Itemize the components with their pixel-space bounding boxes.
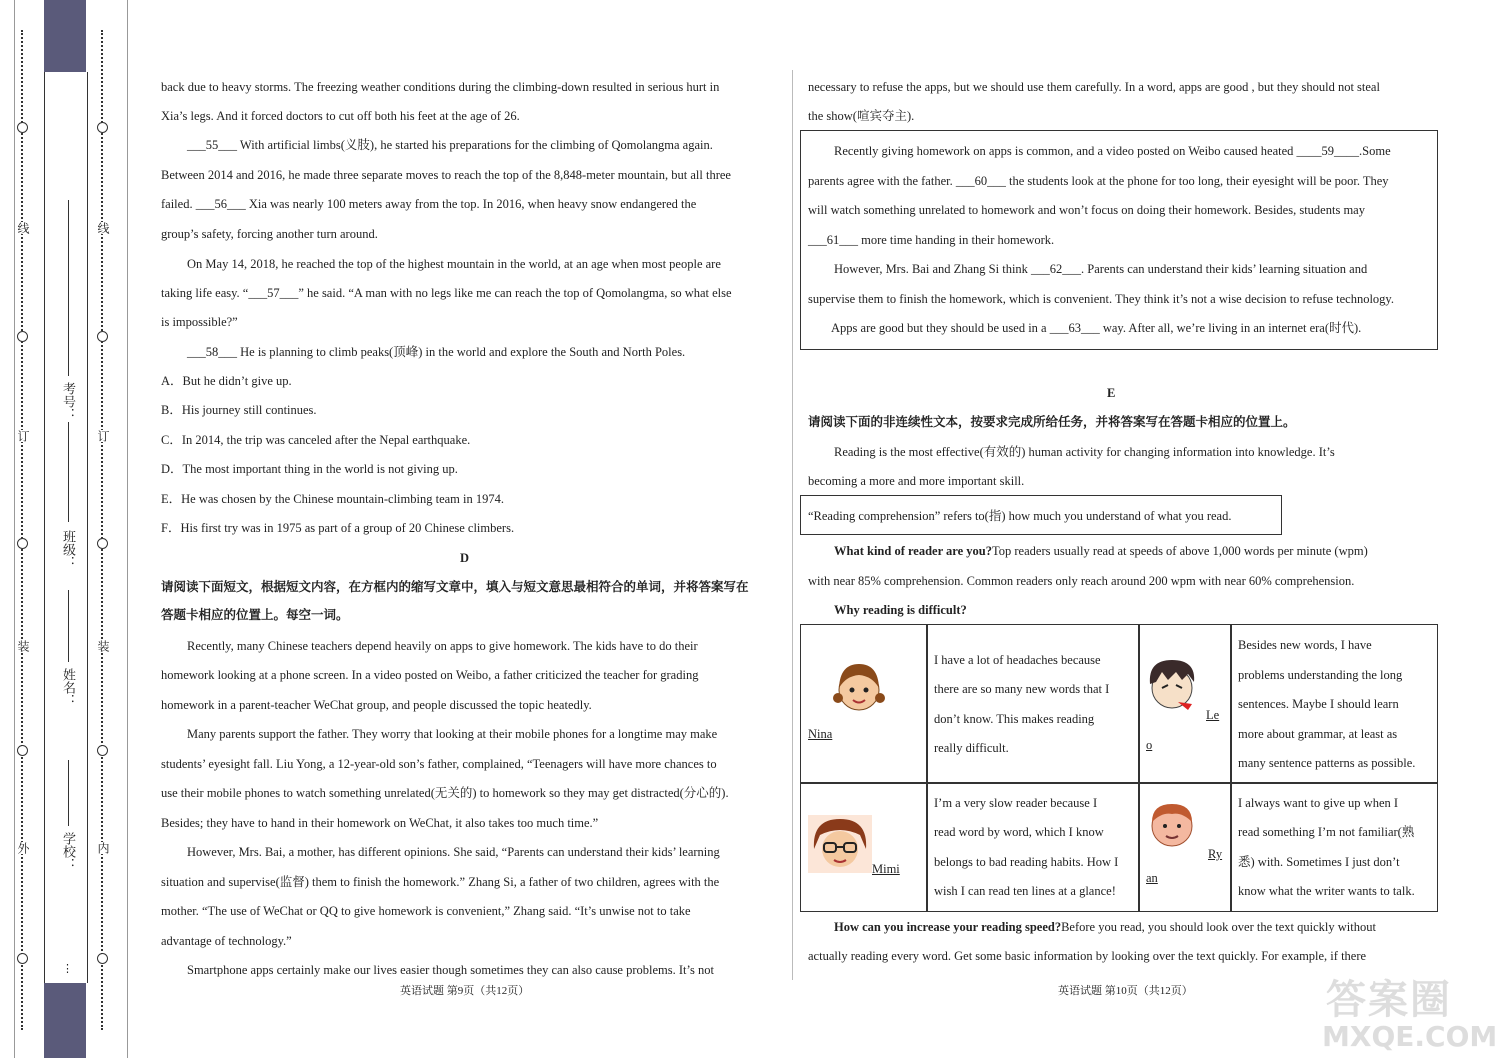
table-text: don’t know. This makes reading bbox=[934, 712, 1095, 726]
text-line: back due to heavy storms. The freezing weather conditions during the climbing-down resulted in serious hurt in bbox=[161, 80, 720, 94]
table-text: I’m a very slow reader because I bbox=[934, 796, 1098, 810]
text-line: the show(喧宾夺主). bbox=[808, 109, 915, 123]
text-line: necessary to refuse the apps, but we should use them carefully. In a word, apps are good , but they should not steal bbox=[808, 80, 1380, 94]
class-field-line[interactable] bbox=[68, 422, 69, 522]
binding-hole bbox=[17, 331, 28, 342]
nina-name: Nina bbox=[808, 727, 833, 741]
instructions-e: 请阅读下面的非连续性文本，按要求完成所给任务，并将答案写在答题卡相应的位置上。 bbox=[808, 414, 1296, 429]
nina-avatar bbox=[832, 658, 886, 718]
table-text: know what the writer wants to talk. bbox=[1238, 884, 1415, 898]
question-heading: Why reading is difficult? bbox=[834, 603, 967, 617]
leo-name: Le bbox=[1206, 708, 1220, 722]
text-line: Xia’s legs. And it forced doctors to cut off both his feet at the age of 26. bbox=[161, 109, 520, 123]
text-line: advantage of technology.” bbox=[161, 934, 292, 948]
name-field-label: 姓名： bbox=[61, 668, 76, 707]
text-line: use their mobile phones to watch something unrelated(无关的) to homework so they may get distracted(分心的). bbox=[161, 786, 729, 800]
text-line: Between 2014 and 2016, he made three separate moves to reach the top of the 8,848-meter mountain, but all three bbox=[161, 168, 731, 182]
table-text: there are so many new words that I bbox=[934, 682, 1110, 696]
page-footer-left: 英语试题 第9页（共12页） bbox=[400, 985, 530, 997]
text-line: is impossible?” bbox=[161, 315, 238, 329]
binding-mark: 装 bbox=[96, 640, 110, 652]
ryan-name: Ry bbox=[1208, 847, 1223, 861]
exam-number-label: 考号： bbox=[61, 382, 76, 421]
text-line: homework in a parent-teacher WeChat group, and people discussed the topic heatedly. bbox=[161, 698, 592, 712]
table-text: Besides new words, I have bbox=[1238, 638, 1372, 652]
binding-mark: 订 bbox=[96, 430, 110, 442]
binding-band-bottom bbox=[44, 983, 86, 1058]
name-field-line[interactable] bbox=[68, 590, 69, 662]
mimi-avatar bbox=[808, 815, 872, 873]
binding-mark: 线 bbox=[96, 222, 110, 234]
text-line: Smartphone apps certainly make our lives easier though sometimes they can also cause problems. It’s not bbox=[187, 963, 714, 977]
binding-mark: 订 bbox=[16, 430, 30, 442]
binding-hole bbox=[97, 745, 108, 756]
text-line: Top readers usually read at speeds of above 1,000 words per minute (wpm) bbox=[992, 544, 1368, 558]
option-c: C．In 2014, the trip was canceled after the Nepal earthquake. bbox=[161, 433, 471, 447]
outer-dotted-line bbox=[21, 30, 23, 1030]
binding-hole bbox=[97, 538, 108, 549]
text-line: Before you read, you should look over the text quickly without bbox=[1061, 920, 1376, 934]
binding-mark: 内 bbox=[96, 842, 110, 854]
binding-hole bbox=[17, 538, 28, 549]
table-text: I always want to give up when I bbox=[1238, 796, 1399, 810]
table-text: read word by word, which I know bbox=[934, 825, 1104, 839]
summary-line: However, Mrs. Bai and Zhang Si think ___62___. Parents can understand their kids’ learning situation and bbox=[834, 262, 1368, 276]
question-heading: What kind of reader are you? bbox=[834, 544, 992, 558]
binding-hole bbox=[17, 122, 28, 133]
mimi-name: Mimi bbox=[872, 862, 900, 876]
binding-mark: 装 bbox=[16, 640, 30, 652]
binding-band-top bbox=[44, 0, 86, 72]
binding-mark: 外 bbox=[16, 842, 30, 854]
binding-hole bbox=[97, 331, 108, 342]
summary-line: Recently giving homework on apps is common, and a video posted on Weibo caused heated ____59____.Some bbox=[834, 144, 1391, 158]
leo-name: o bbox=[1146, 738, 1153, 752]
table-text: 悉) with. Sometimes I just don’t bbox=[1238, 855, 1400, 869]
text-line: On May 14, 2018, he reached the top of the highest mountain in the world, at an age when most people are bbox=[187, 257, 721, 271]
school-field-line[interactable] bbox=[68, 760, 69, 826]
option-b: B．His journey still continues. bbox=[161, 403, 317, 417]
binding-mark: 线 bbox=[16, 222, 30, 234]
table-cell-nina-text bbox=[926, 624, 1140, 784]
text-line: students’ eyesight fall. Liu Yong, a 12-year-old son’s father, complained, “Teenagers will have more chances to bbox=[161, 757, 717, 771]
definition-text: “Reading comprehension” refers to(指) how much you understand of what you read. bbox=[808, 509, 1232, 523]
table-text: wish I can read ten lines at a glance! bbox=[934, 884, 1116, 898]
text-line: actually reading every word. Get some basic information by looking over the text quickly. For example, if there bbox=[808, 949, 1367, 963]
text-line: ___55___ With artificial limbs(义肢), he started his preparations for the climbing of Qomolangma again. bbox=[187, 138, 713, 152]
text-line: Besides; they have to hand in their homework on WeChat, it also takes too much time.” bbox=[161, 816, 599, 830]
section-heading-e: E bbox=[1107, 386, 1116, 400]
instructions-d: 请阅读下面短文，根据短文内容，在方框内的缩写文章中，填入与短文意思最相符合的单词，并将答案写在 bbox=[161, 579, 749, 594]
question-heading: How can you increase your reading speed? bbox=[834, 920, 1062, 934]
school-field-label: 学校： bbox=[61, 832, 76, 871]
table-text: I have a lot of headaches because bbox=[934, 653, 1101, 667]
text-line: ___58___ He is planning to climb peaks(顶峰) in the world and explore the South and North Poles. bbox=[187, 345, 686, 359]
section-heading-d: D bbox=[460, 551, 470, 565]
leo-avatar bbox=[1142, 654, 1204, 718]
inner-dotted-line bbox=[101, 30, 103, 1030]
text-line: becoming a more and more important skill. bbox=[808, 474, 1025, 488]
table-text: more about grammar, at least as bbox=[1238, 727, 1398, 741]
exam-number-line[interactable] bbox=[68, 200, 69, 376]
table-text: sentences. Maybe I should learn bbox=[1238, 697, 1399, 711]
text-line: homework looking at a phone screen. In a video posted on Weibo, a father criticized the teacher for grading bbox=[161, 668, 699, 682]
binding-hole bbox=[97, 953, 108, 964]
column-divider bbox=[792, 70, 793, 980]
binding-hole bbox=[17, 745, 28, 756]
summary-line: ___61___ more time handing in their homework. bbox=[808, 233, 1055, 247]
table-text: really difficult. bbox=[934, 741, 1009, 755]
option-d: D．The most important thing in the world is not giving up. bbox=[161, 462, 458, 476]
summary-line: Apps are good but they should be used in a ___63___ way. After all, we’re living in an internet era(时代). bbox=[831, 321, 1362, 335]
watermark-url: MXQE.COM bbox=[1322, 1020, 1498, 1053]
text-line: situation and supervise(监督) them to finish the homework.” Zhang Si, a father of two children, agrees with the bbox=[161, 875, 720, 889]
text-line: failed. ___56___ Xia was nearly 100 meters away from the top. In 2016, when heavy snow endangered the bbox=[161, 197, 697, 211]
table-text: read something I’m not familiar(熟 bbox=[1238, 825, 1415, 839]
option-a: A．But he didn’t give up. bbox=[161, 374, 292, 388]
text-line: However, Mrs. Bai, a mother, has different opinions. She said, “Parents can understand their kids’ learning bbox=[187, 845, 720, 859]
table-text: many sentence patterns as possible. bbox=[1238, 756, 1416, 770]
option-e: E．He was chosen by the Chinese mountain-climbing team in 1974. bbox=[161, 492, 504, 506]
instructions-d: 答题卡相应的位置上。每空一词。 bbox=[161, 607, 349, 622]
summary-line: supervise them to finish the homework, which is convenient. They think it’s not a wise decision to refuse technology. bbox=[808, 292, 1394, 306]
table-text: problems understanding the long bbox=[1238, 668, 1403, 682]
text-line: with near 85% comprehension. Common readers only reach around 200 wpm with near 60% comprehension. bbox=[808, 574, 1355, 588]
class-field-label: 班级： bbox=[61, 530, 76, 569]
ellipsis: ⋮ bbox=[62, 963, 73, 975]
page-footer-right: 英语试题 第10页（共12页） bbox=[1058, 985, 1193, 997]
text-line: Reading is the most effective(有效的) human activity for changing information into knowledge. It’s bbox=[834, 445, 1335, 459]
summary-line: will watch something unrelated to homework and won’t focus on doing their homework. Besides, students may bbox=[808, 203, 1365, 217]
summary-line: parents agree with the father. ___60___ the students look at the phone for too long, their eyesight will be poor. They bbox=[808, 174, 1389, 188]
text-line: taking life easy. “___57___” he said. “A man with no legs like me can reach the top of Qomolangma, so what else bbox=[161, 286, 732, 300]
option-f: F．His first try was in 1975 as part of a group of 20 Chinese climbers. bbox=[161, 521, 515, 535]
table-text: belongs to bad reading habits. How I bbox=[934, 855, 1119, 869]
text-line: group’s safety, forcing another turn around. bbox=[161, 227, 378, 241]
ryan-name: an bbox=[1146, 871, 1158, 885]
binding-hole bbox=[97, 122, 108, 133]
text-line: mother. “The use of WeChat or QQ to give homework is convenient,” Zhang said. “It’s unwise not to take bbox=[161, 904, 691, 918]
text-line: Many parents support the father. They worry that looking at their mobile phones for a longtime may make bbox=[187, 727, 718, 741]
binding-hole bbox=[17, 953, 28, 964]
ryan-avatar bbox=[1146, 800, 1198, 850]
watermark-logo: 答案圈 bbox=[1326, 977, 1452, 1023]
text-line: Recently, many Chinese teachers depend heavily on apps to give homework. The kids have to do their bbox=[187, 639, 698, 653]
